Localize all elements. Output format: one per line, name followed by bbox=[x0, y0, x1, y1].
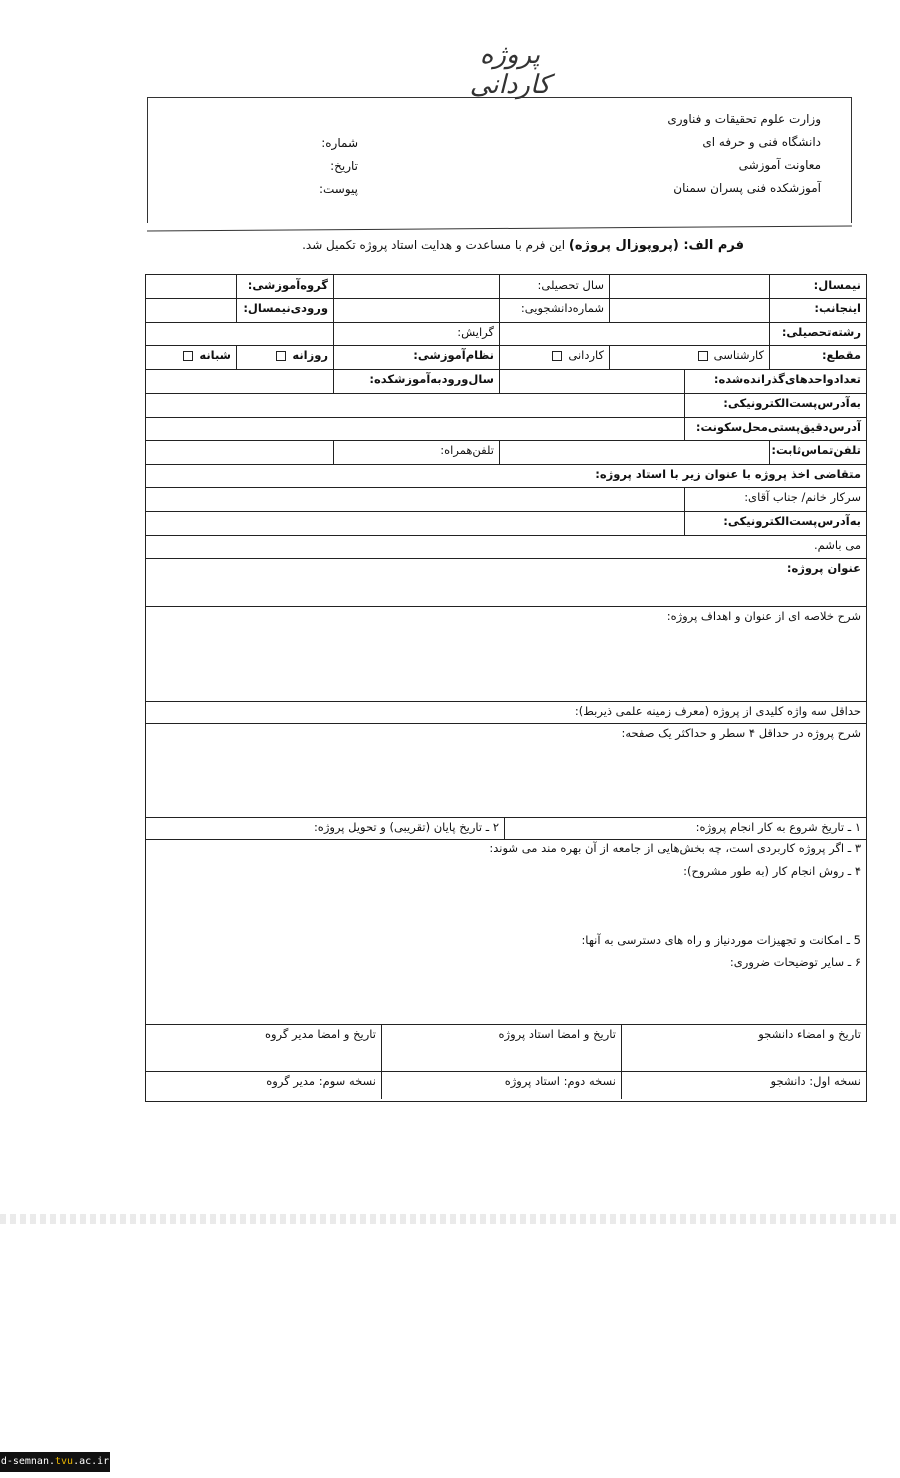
row-address bbox=[146, 417, 866, 441]
item-5: 5 ـ امکانت و تجهیزات موردنیاز و راه های دسترسی به آنها: bbox=[581, 933, 861, 947]
cell-undersigned-value[interactable] bbox=[609, 298, 769, 322]
row-advisor-email bbox=[146, 511, 866, 536]
cell-address: آدرس‌دقیق‌پستی‌محل‌سکونت: bbox=[684, 417, 866, 440]
row-advisor bbox=[146, 487, 866, 512]
cell-copy2: نسخه دوم: استاد پروژه bbox=[381, 1071, 621, 1099]
cell-undersigned: اینجانب: bbox=[769, 298, 866, 322]
cell-advisor-email: به‌آدرس‌پست‌الکترونیکی: bbox=[684, 511, 866, 535]
form-title-bold: فرم الف: (پروپوزال پروژه) bbox=[568, 238, 744, 253]
option-daily[interactable]: روزانه bbox=[236, 345, 333, 369]
cell-level: مقطع: bbox=[769, 345, 866, 369]
cell-advisor-value[interactable] bbox=[146, 487, 684, 511]
letterhead-box bbox=[147, 97, 852, 223]
letterhead-fields bbox=[278, 132, 358, 201]
cell-student-number: شماره‌دانشجویی: bbox=[499, 298, 609, 322]
cell-semester: نیمسال: bbox=[769, 275, 866, 298]
row-signatures bbox=[146, 1024, 866, 1072]
cell-academic-year-value[interactable] bbox=[333, 275, 499, 298]
cell-description: شرح پروژه در حداقل ۴ سطر و حداکثر یک صفحه: bbox=[621, 726, 861, 740]
row-undersigned bbox=[146, 298, 866, 323]
cell-copy3: نسخه سوم: مدیر گروه bbox=[266, 1074, 376, 1088]
field-attachment: پیوست: bbox=[318, 182, 358, 196]
row-level bbox=[146, 345, 866, 370]
watermark-prefix: d-semnan. bbox=[0, 1456, 55, 1467]
cell-summary: شرح خلاصه ای از عنوان و اهداف پروژه: bbox=[666, 609, 861, 623]
cell-entry-year-value[interactable] bbox=[146, 369, 333, 393]
cell-edu-group-value[interactable] bbox=[146, 275, 236, 298]
cell-semester-value[interactable] bbox=[609, 275, 769, 298]
cell-mobile-value[interactable] bbox=[146, 440, 333, 464]
cell-student-number-value[interactable] bbox=[333, 298, 499, 322]
cell-entry-semester-value[interactable] bbox=[146, 298, 236, 322]
org-college: آموزشکده فنی پسران سمنان bbox=[673, 181, 821, 195]
cell-advisor-email-value[interactable] bbox=[146, 511, 684, 535]
letterhead-org bbox=[591, 108, 821, 200]
checkbox-evening[interactable] bbox=[183, 351, 193, 361]
cell-entry-semester: ورودی‌نیمسال: bbox=[236, 298, 333, 322]
item-4: ۴ ـ روش انجام کار (به طور مشروح): bbox=[683, 864, 861, 878]
cell-end-date[interactable]: ۲ ـ تاریخ پایان (تقریبی) و تحویل پروژه: bbox=[313, 820, 499, 834]
cell-sign-advisor[interactable]: تاریخ و امضا استاد پروژه bbox=[381, 1024, 621, 1071]
cell-edu-system: نظام‌آموزشی: bbox=[333, 345, 499, 369]
cell-am: می باشم. bbox=[813, 538, 861, 552]
row-semester bbox=[146, 275, 866, 299]
row-items bbox=[146, 839, 866, 1025]
cell-sign-head[interactable]: تاریخ و امضا مدیر گروه bbox=[264, 1027, 376, 1041]
cell-project-title: عنوان پروژه: bbox=[786, 561, 861, 575]
checkbox-bachelor[interactable] bbox=[698, 351, 708, 361]
org-ministry: وزارت علوم تحقیقات و فناوری bbox=[667, 112, 821, 126]
cell-units-passed: تعدادواحدهای‌گذرانده‌شده: bbox=[684, 369, 866, 393]
cell-email-value[interactable] bbox=[146, 393, 684, 417]
cell-units-passed-value[interactable] bbox=[499, 369, 684, 393]
form-title bbox=[302, 238, 744, 253]
cell-sign-student[interactable]: تاریخ و امضاء دانشجو bbox=[621, 1024, 866, 1071]
handwritten-title: پروژه کاردانی bbox=[469, 40, 551, 100]
cell-address-value[interactable] bbox=[146, 417, 684, 440]
cell-orientation: گرایش: bbox=[333, 322, 499, 345]
row-request bbox=[146, 464, 866, 488]
field-number: شماره: bbox=[321, 136, 358, 150]
row-project-title[interactable] bbox=[146, 558, 866, 607]
cell-entry-year: سال‌ورود‌به‌آموزشکده: bbox=[333, 369, 499, 393]
cell-major: رشته‌تحصیلی: bbox=[769, 322, 866, 345]
cell-start-date[interactable]: ۱ ـ تاریخ شروع به کار انجام پروژه: bbox=[504, 817, 866, 839]
proposal-form-table bbox=[145, 274, 867, 1102]
cell-copy1: نسخه اول: دانشجو bbox=[621, 1071, 866, 1099]
watermark-accent: tvu bbox=[55, 1456, 74, 1467]
row-am bbox=[146, 535, 866, 559]
option-bachelor[interactable]: کارشناسی bbox=[609, 345, 769, 369]
cell-advisor: سرکار خانم/ جناب آقای: bbox=[684, 487, 866, 511]
cell-academic-year: سال تحصیلی: bbox=[499, 275, 609, 298]
cell-landline: تلفن‌تماس‌ثابت: bbox=[769, 440, 866, 464]
checkbox-associate[interactable] bbox=[552, 351, 562, 361]
row-keywords[interactable] bbox=[146, 701, 866, 724]
row-units bbox=[146, 369, 866, 394]
row-description[interactable] bbox=[146, 723, 866, 818]
cell-keywords: حداقل سه واژه کلیدی از پروژه (معرف زمینه علمی ذیربط): bbox=[574, 704, 861, 718]
scan-artifact bbox=[0, 1214, 900, 1224]
row-summary[interactable] bbox=[146, 606, 866, 702]
cell-landline-value[interactable] bbox=[499, 440, 769, 464]
row-dates bbox=[146, 817, 866, 840]
item-6: ۶ ـ سایر توضیحات ضروری: bbox=[729, 955, 861, 969]
option-evening[interactable]: شبانه bbox=[146, 345, 236, 369]
cell-edu-group: گروه‌آموزشی: bbox=[236, 275, 333, 298]
cell-email: به‌آدرس‌پست‌الکترونیکی: bbox=[684, 393, 866, 417]
cell-mobile: تلفن‌همراه: bbox=[333, 440, 499, 464]
org-deputy: معاونت آموزشی bbox=[738, 158, 821, 172]
row-phone bbox=[146, 440, 866, 465]
option-associate[interactable]: کاردانی bbox=[499, 345, 609, 369]
row-major bbox=[146, 322, 866, 346]
cell-major-value[interactable] bbox=[499, 322, 769, 345]
cell-orientation-value[interactable] bbox=[146, 322, 333, 345]
cell-request: متقاضی اخذ پروژه با عنوان زیر با استاد پروژه: bbox=[595, 467, 861, 481]
site-watermark bbox=[0, 1452, 110, 1472]
row-email bbox=[146, 393, 866, 418]
form-title-rest: این فرم با مساعدت و هدایت استاد پروژه تکمیل شد. bbox=[302, 238, 569, 252]
org-university: دانشگاه فنی و حرفه ای bbox=[702, 135, 821, 149]
checkbox-daily[interactable] bbox=[276, 351, 286, 361]
watermark-suffix: .ac.ir bbox=[73, 1456, 110, 1467]
row-copies bbox=[146, 1071, 866, 1099]
field-date: تاریخ: bbox=[330, 159, 358, 173]
item-3: ۳ ـ اگر پروژه کاربردی است، چه بخش‌هایی از جامعه از آن بهره مند می شوند: bbox=[489, 841, 861, 855]
